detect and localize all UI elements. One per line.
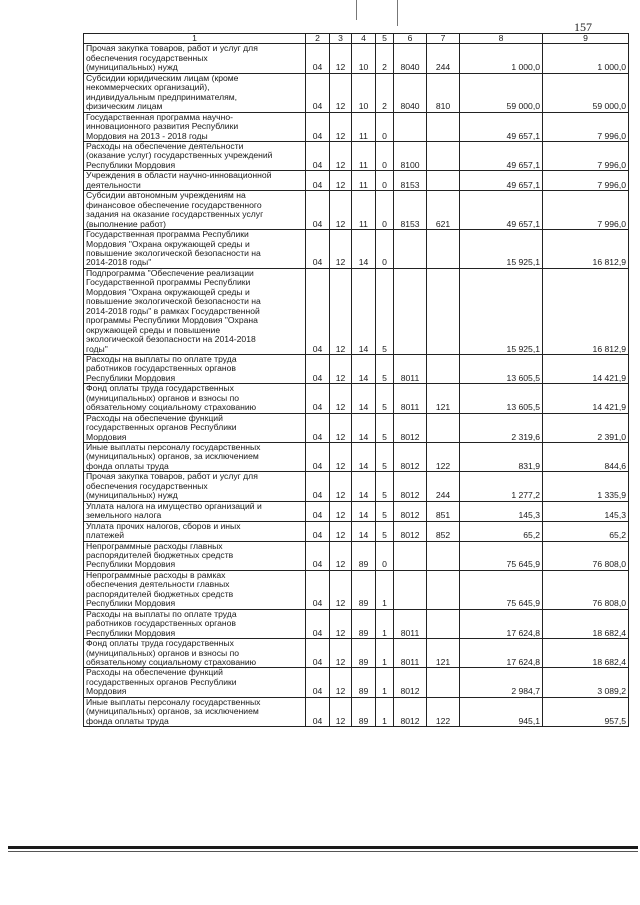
cell-section-code: 04 — [306, 541, 330, 570]
cell-subsection-code: 12 — [330, 521, 352, 541]
cell-expense-name: Субсидии автономным учреждениям на финансовое обеспечение государственного задания на оказание государственных услуг (выполнение работ) — [84, 191, 306, 230]
cell-subprogram-code: 0 — [376, 541, 394, 570]
cell-direction-code — [394, 541, 427, 570]
cell-expense-type-code: 121 — [427, 384, 460, 413]
cell-subsection-code: 12 — [330, 384, 352, 413]
column-header: 5 — [376, 34, 394, 44]
page-number: 157 — [574, 20, 592, 34]
cell-expense-name: Подпрограмма "Обеспечение реализации Государственной программы Республики Мордовия "Охрана окружающей среды и повышение экологической безопасности на 2014-2018 годы" в рамках Государственной программы Республики Мордовия "Охрана окружающей среды и повышение экологической безопасности на 2014-2018 годы" — [84, 268, 306, 354]
cell-program-code: 11 — [352, 171, 376, 191]
cell-subprogram-code: 5 — [376, 472, 394, 501]
cell-expense-type-code — [427, 112, 460, 141]
cell-subsection-code: 12 — [330, 541, 352, 570]
cell-amount-col9: 76 808,0 — [543, 570, 629, 609]
cell-amount-col8: 49 657,1 — [460, 112, 543, 141]
table-row — [84, 268, 629, 354]
cell-section-code: 04 — [306, 171, 330, 191]
cell-direction-code: 8012 — [394, 443, 427, 472]
cell-amount-col9: 16 812,9 — [543, 230, 629, 269]
cell-expense-name: Прочая закупка товаров, работ и услуг для обеспечения государственных (муниципальных) нужд — [84, 44, 306, 73]
cell-subprogram-code: 0 — [376, 230, 394, 269]
table-row — [84, 609, 629, 638]
table-row — [84, 501, 629, 521]
cell-expense-name: Учреждения в области научно-инновационной деятельности — [84, 171, 306, 191]
cell-expense-type-code: 852 — [427, 521, 460, 541]
cell-subsection-code: 12 — [330, 73, 352, 112]
cell-amount-col9: 3 089,2 — [543, 668, 629, 697]
cell-program-code: 11 — [352, 112, 376, 141]
cell-program-code: 89 — [352, 541, 376, 570]
cell-amount-col8: 2 984,7 — [460, 668, 543, 697]
cell-expense-type-code — [427, 171, 460, 191]
cell-subsection-code: 12 — [330, 112, 352, 141]
cell-direction-code: 8012 — [394, 668, 427, 697]
table-row — [84, 639, 629, 668]
cell-direction-code — [394, 570, 427, 609]
cell-amount-col9: 1 335,9 — [543, 472, 629, 501]
cell-amount-col9: 18 682,4 — [543, 639, 629, 668]
cell-subprogram-code: 0 — [376, 171, 394, 191]
column-header: 3 — [330, 34, 352, 44]
cell-section-code: 04 — [306, 472, 330, 501]
cell-amount-col9: 18 682,4 — [543, 609, 629, 638]
cell-subprogram-code: 0 — [376, 191, 394, 230]
cell-subsection-code: 12 — [330, 191, 352, 230]
cell-amount-col9: 7 996,0 — [543, 191, 629, 230]
table-row — [84, 521, 629, 541]
cell-direction-code: 8012 — [394, 521, 427, 541]
cell-section-code: 04 — [306, 521, 330, 541]
cell-subprogram-code: 5 — [376, 413, 394, 442]
cell-section-code: 04 — [306, 141, 330, 170]
cell-program-code: 14 — [352, 472, 376, 501]
cell-amount-col8: 945,1 — [460, 697, 543, 726]
cell-program-code: 14 — [352, 354, 376, 383]
column-header: 6 — [394, 34, 427, 44]
cell-subsection-code: 12 — [330, 171, 352, 191]
cell-amount-col8: 49 657,1 — [460, 171, 543, 191]
cell-direction-code — [394, 112, 427, 141]
cell-section-code: 04 — [306, 44, 330, 73]
cell-amount-col9: 7 996,0 — [543, 112, 629, 141]
cell-section-code: 04 — [306, 668, 330, 697]
cell-expense-name: Субсидии юридическим лицам (кроме некоммерческих организаций), индивидуальным предпринимателям, физическим лицам — [84, 73, 306, 112]
cell-subsection-code: 12 — [330, 570, 352, 609]
cell-section-code: 04 — [306, 230, 330, 269]
table-row — [84, 191, 629, 230]
cell-subsection-code: 12 — [330, 639, 352, 668]
cell-direction-code: 8011 — [394, 609, 427, 638]
cell-section-code: 04 — [306, 697, 330, 726]
cell-direction-code — [394, 230, 427, 269]
cell-program-code: 89 — [352, 697, 376, 726]
cell-subprogram-code: 0 — [376, 112, 394, 141]
cell-subprogram-code: 5 — [376, 268, 394, 354]
table-row — [84, 384, 629, 413]
cell-amount-col8: 831,9 — [460, 443, 543, 472]
cell-amount-col8: 1 277,2 — [460, 472, 543, 501]
cell-expense-type-code: 121 — [427, 639, 460, 668]
cell-direction-code: 8012 — [394, 413, 427, 442]
cell-amount-col9: 1 000,0 — [543, 44, 629, 73]
cell-subprogram-code: 1 — [376, 570, 394, 609]
cell-subprogram-code: 1 — [376, 639, 394, 668]
cell-expense-type-code: 244 — [427, 472, 460, 501]
cell-subprogram-code: 5 — [376, 384, 394, 413]
table-row — [84, 570, 629, 609]
cell-program-code: 14 — [352, 443, 376, 472]
cell-program-code: 89 — [352, 639, 376, 668]
cell-amount-col8: 59 000,0 — [460, 73, 543, 112]
cell-section-code: 04 — [306, 609, 330, 638]
cell-program-code: 14 — [352, 521, 376, 541]
table-row — [84, 44, 629, 73]
cell-amount-col8: 145,3 — [460, 501, 543, 521]
cell-expense-name: Иные выплаты персоналу государственных (муниципальных) органов, за исключением фонда оплаты труда — [84, 443, 306, 472]
cell-program-code: 11 — [352, 141, 376, 170]
scan-artifact-line — [397, 0, 398, 26]
cell-direction-code: 8153 — [394, 191, 427, 230]
cell-subprogram-code: 5 — [376, 354, 394, 383]
cell-amount-col9: 7 996,0 — [543, 141, 629, 170]
cell-section-code: 04 — [306, 570, 330, 609]
cell-expense-name: Фонд оплаты труда государственных (муниципальных) органов и взносы по обязательному социальному страхованию — [84, 384, 306, 413]
cell-subsection-code: 12 — [330, 44, 352, 73]
table-row — [84, 413, 629, 442]
table-row — [84, 443, 629, 472]
table-row — [84, 230, 629, 269]
cell-expense-type-code — [427, 268, 460, 354]
table-row — [84, 73, 629, 112]
cell-direction-code — [394, 268, 427, 354]
cell-amount-col9: 145,3 — [543, 501, 629, 521]
table-row — [84, 668, 629, 697]
cell-subprogram-code: 1 — [376, 668, 394, 697]
cell-section-code: 04 — [306, 268, 330, 354]
cell-section-code: 04 — [306, 413, 330, 442]
page-bottom-rule — [8, 851, 638, 852]
table-row — [84, 141, 629, 170]
cell-direction-code: 8012 — [394, 472, 427, 501]
cell-subsection-code: 12 — [330, 413, 352, 442]
cell-subprogram-code: 1 — [376, 697, 394, 726]
cell-expense-name: Государственная программа Республики Мордовия "Охрана окружающей среды и повышение экологической безопасности на 2014-2018 годы" — [84, 230, 306, 269]
cell-section-code: 04 — [306, 639, 330, 668]
table-row — [84, 171, 629, 191]
cell-expense-type-code: 810 — [427, 73, 460, 112]
cell-expense-name: Расходы на обеспечение деятельности (оказание услуг) государственных учреждений Республики Мордовия — [84, 141, 306, 170]
cell-expense-name: Непрограммные расходы главных распорядителей бюджетных средств Республики Мордовия — [84, 541, 306, 570]
cell-amount-col8: 17 624,8 — [460, 639, 543, 668]
table-row — [84, 472, 629, 501]
cell-subprogram-code: 5 — [376, 521, 394, 541]
cell-expense-name: Расходы на выплаты по оплате труда работников государственных органов Республики Мордовия — [84, 609, 306, 638]
cell-subsection-code: 12 — [330, 354, 352, 383]
cell-subsection-code: 12 — [330, 268, 352, 354]
cell-expense-type-code: 244 — [427, 44, 460, 73]
cell-amount-col8: 17 624,8 — [460, 609, 543, 638]
cell-amount-col9: 957,5 — [543, 697, 629, 726]
cell-amount-col9: 14 421,9 — [543, 354, 629, 383]
column-header: 8 — [460, 34, 543, 44]
cell-expense-name: Уплата налога на имущество организаций и земельного налога — [84, 501, 306, 521]
cell-direction-code: 8012 — [394, 697, 427, 726]
cell-expense-type-code — [427, 541, 460, 570]
cell-direction-code: 8040 — [394, 73, 427, 112]
cell-expense-type-code: 621 — [427, 191, 460, 230]
cell-subsection-code: 12 — [330, 141, 352, 170]
table-row — [84, 354, 629, 383]
cell-subsection-code: 12 — [330, 472, 352, 501]
cell-subprogram-code: 2 — [376, 44, 394, 73]
cell-direction-code: 8040 — [394, 44, 427, 73]
cell-subprogram-code: 1 — [376, 609, 394, 638]
cell-section-code: 04 — [306, 354, 330, 383]
cell-expense-type-code — [427, 230, 460, 269]
cell-program-code: 89 — [352, 609, 376, 638]
cell-subprogram-code: 5 — [376, 443, 394, 472]
cell-section-code: 04 — [306, 191, 330, 230]
column-header: 7 — [427, 34, 460, 44]
cell-direction-code: 8011 — [394, 639, 427, 668]
cell-expense-name: Расходы на выплаты по оплате труда работников государственных органов Республики Мордовия — [84, 354, 306, 383]
cell-expense-type-code — [427, 141, 460, 170]
cell-amount-col8: 15 925,1 — [460, 230, 543, 269]
table-body — [84, 44, 629, 727]
cell-expense-name: Прочая закупка товаров, работ и услуг для обеспечения государственных (муниципальных) нужд — [84, 472, 306, 501]
cell-direction-code: 8100 — [394, 141, 427, 170]
cell-subprogram-code: 0 — [376, 141, 394, 170]
cell-subprogram-code: 5 — [376, 501, 394, 521]
cell-direction-code: 8011 — [394, 354, 427, 383]
budget-table — [83, 33, 629, 727]
page-bottom-rule — [8, 846, 638, 849]
cell-amount-col8: 49 657,1 — [460, 141, 543, 170]
scan-artifact-line — [356, 0, 357, 20]
cell-amount-col8: 65,2 — [460, 521, 543, 541]
cell-amount-col8: 49 657,1 — [460, 191, 543, 230]
cell-expense-name: Непрограммные расходы в рамках обеспечения деятельности главных распорядителей бюджетных средств Республики Мордовия — [84, 570, 306, 609]
cell-amount-col8: 1 000,0 — [460, 44, 543, 73]
column-header: 9 — [543, 34, 629, 44]
cell-expense-type-code — [427, 609, 460, 638]
cell-amount-col9: 844,6 — [543, 443, 629, 472]
cell-amount-col8: 2 319,6 — [460, 413, 543, 442]
cell-amount-col8: 75 645,9 — [460, 570, 543, 609]
cell-section-code: 04 — [306, 112, 330, 141]
cell-subsection-code: 12 — [330, 230, 352, 269]
cell-subsection-code: 12 — [330, 697, 352, 726]
cell-amount-col9: 14 421,9 — [543, 384, 629, 413]
cell-expense-type-code — [427, 570, 460, 609]
cell-expense-name: Фонд оплаты труда государственных (муниципальных) органов и взносы по обязательному социальному страхованию — [84, 639, 306, 668]
cell-expense-name: Расходы на обеспечение функций государственных органов Республики Мордовия — [84, 413, 306, 442]
cell-program-code: 89 — [352, 570, 376, 609]
cell-program-code: 89 — [352, 668, 376, 697]
cell-direction-code: 8012 — [394, 501, 427, 521]
cell-program-code: 14 — [352, 230, 376, 269]
cell-subsection-code: 12 — [330, 668, 352, 697]
cell-program-code: 14 — [352, 384, 376, 413]
table-row — [84, 697, 629, 726]
cell-expense-name: Расходы на обеспечение функций государственных органов Республики Мордовия — [84, 668, 306, 697]
cell-direction-code: 8011 — [394, 384, 427, 413]
cell-program-code: 14 — [352, 268, 376, 354]
cell-amount-col9: 76 808,0 — [543, 541, 629, 570]
cell-section-code: 04 — [306, 443, 330, 472]
cell-amount-col8: 75 645,9 — [460, 541, 543, 570]
cell-subprogram-code: 2 — [376, 73, 394, 112]
cell-expense-name: Иные выплаты персоналу государственных (муниципальных) органов, за исключением фонда оплаты труда — [84, 697, 306, 726]
cell-section-code: 04 — [306, 384, 330, 413]
cell-program-code: 10 — [352, 73, 376, 112]
cell-program-code: 11 — [352, 191, 376, 230]
cell-program-code: 14 — [352, 413, 376, 442]
header-row — [84, 34, 629, 44]
cell-expense-type-code — [427, 413, 460, 442]
cell-amount-col8: 15 925,1 — [460, 268, 543, 354]
column-header: 2 — [306, 34, 330, 44]
cell-program-code: 14 — [352, 501, 376, 521]
cell-expense-type-code: 122 — [427, 697, 460, 726]
cell-program-code: 10 — [352, 44, 376, 73]
cell-amount-col9: 2 391,0 — [543, 413, 629, 442]
cell-amount-col9: 59 000,0 — [543, 73, 629, 112]
cell-subsection-code: 12 — [330, 443, 352, 472]
cell-section-code: 04 — [306, 73, 330, 112]
cell-expense-type-code: 851 — [427, 501, 460, 521]
cell-direction-code: 8153 — [394, 171, 427, 191]
column-header: 1 — [84, 34, 306, 44]
table-row — [84, 112, 629, 141]
cell-amount-col8: 13 605,5 — [460, 384, 543, 413]
cell-subsection-code: 12 — [330, 501, 352, 521]
cell-amount-col9: 16 812,9 — [543, 268, 629, 354]
cell-expense-type-code: 122 — [427, 443, 460, 472]
cell-subsection-code: 12 — [330, 609, 352, 638]
cell-amount-col8: 13 605,5 — [460, 354, 543, 383]
cell-amount-col9: 7 996,0 — [543, 171, 629, 191]
table-row — [84, 541, 629, 570]
cell-section-code: 04 — [306, 501, 330, 521]
cell-expense-type-code — [427, 668, 460, 697]
cell-amount-col9: 65,2 — [543, 521, 629, 541]
cell-expense-name: Государственная программа научно- инновационного развития Республики Мордовия на 2013 - 2018 годы — [84, 112, 306, 141]
column-header: 4 — [352, 34, 376, 44]
cell-expense-name: Уплата прочих налогов, сборов и иных платежей — [84, 521, 306, 541]
cell-expense-type-code — [427, 354, 460, 383]
